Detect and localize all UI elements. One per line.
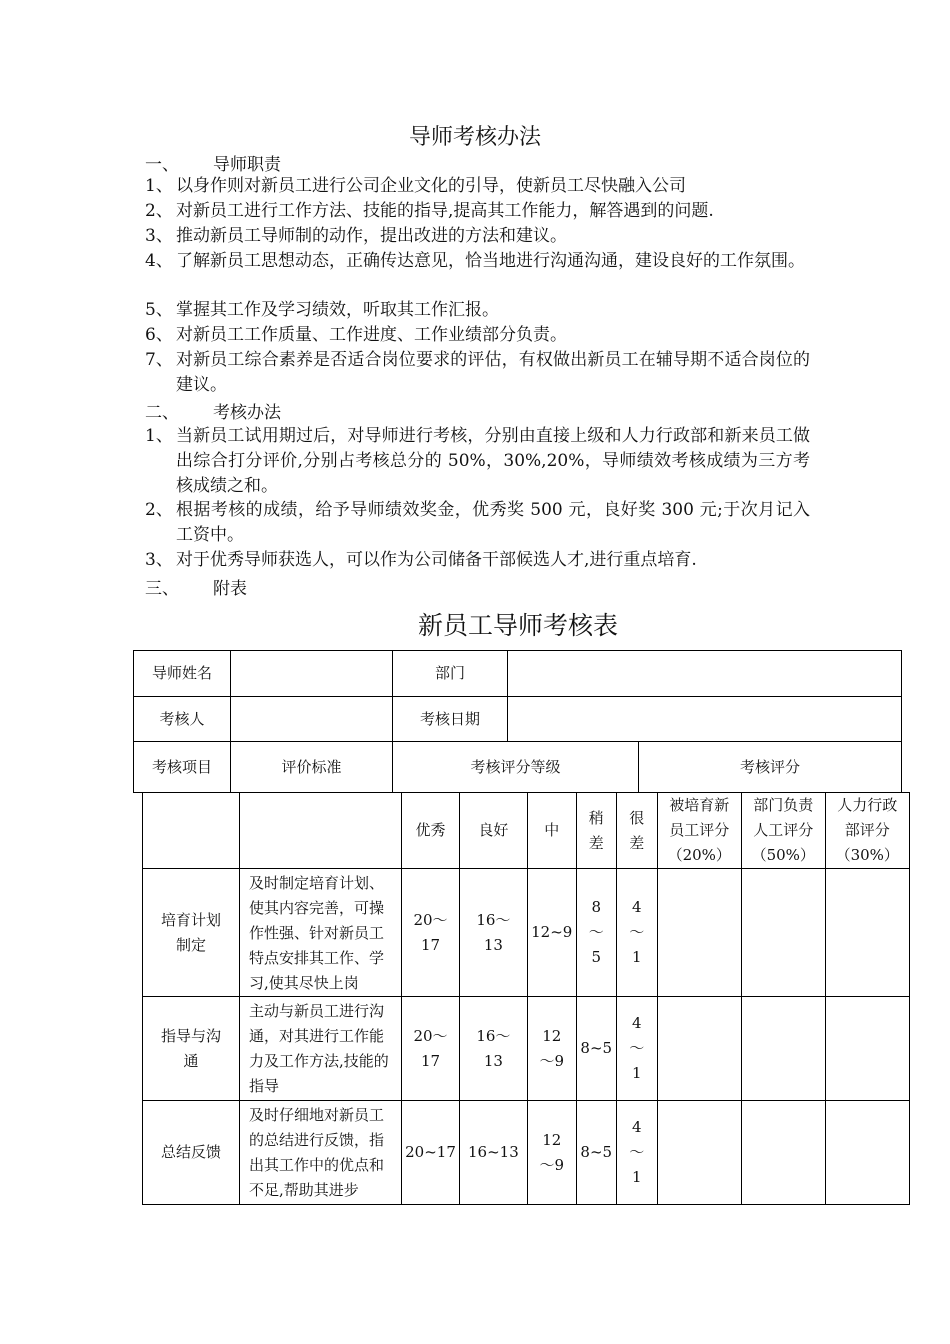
score-col-header: 部门负责人工评分（50%） <box>741 793 825 869</box>
scoring-table <box>142 792 910 1205</box>
grade-cell: 16～13 <box>460 997 528 1101</box>
grade-cell: 12～9 <box>527 1101 576 1205</box>
grade-cell: 12~9 <box>527 869 576 997</box>
grade-col-header: 中 <box>527 793 576 869</box>
item-number: 5、 <box>145 300 173 320</box>
score-cell[interactable] <box>741 997 825 1101</box>
grade-header: 考核评分等级 <box>393 742 639 793</box>
grade-col-header: 优秀 <box>402 793 460 869</box>
grade-cell: 20~17 <box>402 1101 460 1205</box>
blank-header <box>143 793 240 869</box>
table-row <box>143 1101 910 1205</box>
grade-cell: 4～1 <box>616 1101 657 1205</box>
grade-col-header: 很差 <box>616 793 657 869</box>
info-table <box>133 650 902 793</box>
section-label: 考核办法 <box>213 403 281 423</box>
grade-cell: 20～17 <box>402 869 460 997</box>
item-number: 3、 <box>145 550 173 570</box>
grade-cell: 8~5 <box>576 1101 616 1205</box>
table-title: 新员工导师考核表 <box>417 611 618 640</box>
grade-cell: 16～13 <box>460 869 528 997</box>
grade-cell: 4～1 <box>616 997 657 1101</box>
grade-cell: 12～9 <box>527 997 576 1101</box>
table-row <box>143 869 910 997</box>
list-item <box>145 298 810 323</box>
list-item <box>145 249 810 274</box>
grade-cell: 8~5 <box>576 997 616 1101</box>
page-title: 导师考核办法 <box>408 125 541 150</box>
score-cell[interactable] <box>741 1101 825 1205</box>
score-cell[interactable] <box>825 997 909 1101</box>
item-text: 掌握其工作及学习绩效，听取其工作汇报。 <box>176 300 499 320</box>
score-col-header: 人力行政部评分（30%） <box>825 793 909 869</box>
dept-field[interactable] <box>508 651 902 697</box>
grade-cell: 16~13 <box>460 1101 528 1205</box>
item-number: 7、 <box>145 350 173 370</box>
item-text: 推动新员工导师制的动作，提出改进的方法和建议。 <box>176 226 567 246</box>
item-text: 对新员工进行工作方法、技能的指导,提高其工作能力，解答遇到的问题. <box>176 201 714 221</box>
item-text: 对新员工综合素养是否适合岗位要求的评估，有权做出新员工在辅导期不适合岗位的建议。 <box>176 350 810 395</box>
criteria-cell: 及时制定培育计划、使其内容完善，可操作性强、针对新员工特点安排其工作、学习,使其尽快上岗 <box>240 869 402 997</box>
reviewer-field[interactable] <box>231 697 393 742</box>
item-number: 2、 <box>145 500 173 520</box>
table-row <box>143 997 910 1101</box>
reviewer-label: 考核人 <box>134 697 231 742</box>
date-label: 考核日期 <box>393 697 508 742</box>
list-item <box>145 174 810 199</box>
section-method-heading <box>145 398 281 423</box>
score-cell[interactable] <box>657 1101 741 1205</box>
item-cell: 指导与沟通 <box>143 997 240 1101</box>
section-label: 导师职责 <box>213 155 281 175</box>
grade-cell: 8～5 <box>576 869 616 997</box>
dept-label: 部门 <box>393 651 508 697</box>
item-number: 4、 <box>145 251 173 271</box>
list-item <box>145 498 810 548</box>
score-cell[interactable] <box>825 869 909 997</box>
list-item <box>145 424 810 499</box>
item-cell: 培育计划制定 <box>143 869 240 997</box>
mentor-name-label: 导师姓名 <box>134 651 231 697</box>
item-cell: 总结反馈 <box>143 1101 240 1205</box>
item-text: 对于优秀导师获选人，可以作为公司储备干部候选人才,进行重点培育. <box>176 550 697 570</box>
list-item <box>145 548 810 573</box>
item-number: 2、 <box>145 201 173 221</box>
item-number: 3、 <box>145 226 173 246</box>
section-duties-heading <box>145 150 281 175</box>
list-item <box>145 224 810 249</box>
score-cell[interactable] <box>657 997 741 1101</box>
item-text: 当新员工试用期过后，对导师进行考核，分别由直接上级和人力行政部和新来员工做出综合打分评价,分别占考核总分的 50%，30%,20%，导师绩效考核成绩为三方考核成绩之和。 <box>176 426 810 496</box>
score-col-header: 被培育新员工评分（20%） <box>657 793 741 869</box>
criteria-cell: 主动与新员工进行沟通，对其进行工作能力及工作方法,技能的指导 <box>240 997 402 1101</box>
section-number: 一、 <box>145 155 179 175</box>
item-number: 1、 <box>145 426 173 446</box>
item-text: 根据考核的成绩，给予导师绩效奖金，优秀奖 500 元，良好奖 300 元;于次月记入工资中。 <box>176 500 810 545</box>
grade-cell: 4～1 <box>616 869 657 997</box>
grade-col-header: 稍差 <box>576 793 616 869</box>
score-cell[interactable] <box>825 1101 909 1205</box>
item-header: 考核项目 <box>134 742 231 793</box>
date-field[interactable] <box>508 697 902 742</box>
item-text: 以身作则对新员工进行公司企业文化的引导，使新员工尽快融入公司 <box>176 176 686 196</box>
criteria-header: 评价标准 <box>231 742 393 793</box>
section-number: 三、 <box>145 579 179 599</box>
score-cell[interactable] <box>657 869 741 997</box>
score-cell[interactable] <box>741 869 825 997</box>
section-label: 附表 <box>213 579 247 599</box>
section-appendix-heading <box>145 574 247 599</box>
item-number: 1、 <box>145 176 173 196</box>
section-number: 二、 <box>145 403 179 423</box>
list-item <box>145 348 810 398</box>
mentor-name-field[interactable] <box>231 651 393 697</box>
item-number: 6、 <box>145 325 173 345</box>
score-header: 考核评分 <box>639 742 902 793</box>
item-text: 了解新员工思想动态，正确传达意见，恰当地进行沟通沟通，建设良好的工作氛围。 <box>176 251 805 271</box>
list-item <box>145 199 810 224</box>
grade-col-header: 良好 <box>460 793 528 869</box>
list-item <box>145 323 810 348</box>
item-text: 对新员工工作质量、工作进度、工作业绩部分负责。 <box>176 325 567 345</box>
grade-cell: 20～17 <box>402 997 460 1101</box>
criteria-cell: 及时仔细地对新员工的总结进行反馈，指出其工作中的优点和不足,帮助其进步 <box>240 1101 402 1205</box>
blank-header <box>240 793 402 869</box>
